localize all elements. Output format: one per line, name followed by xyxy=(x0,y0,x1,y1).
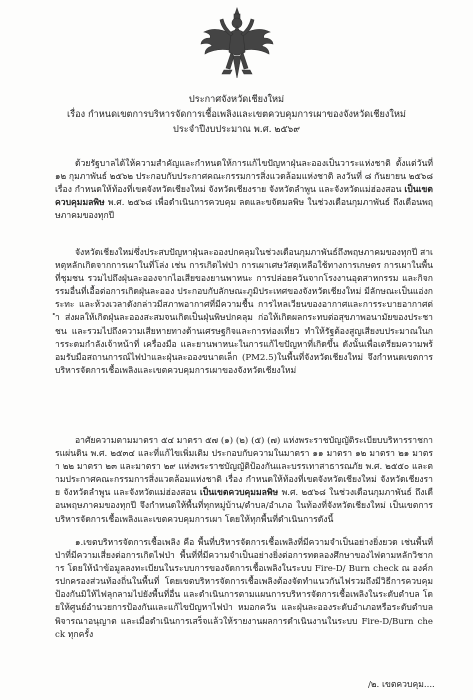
garuda-emblem-icon xyxy=(200,6,274,86)
paragraph-1 xyxy=(55,158,433,238)
announcement-subject: เรื่อง กำหนดเขตการบริหารจัดการเชื้อเพลิงและเขตควบคุมการเผาของจังหวัดเชียงใหม่ xyxy=(67,109,406,120)
paragraph-2-text: จังหวัดเชียงใหม่ซึ่งประสบปัญหาฝุ่นละอองปกคลุมในช่วงเดือนกุมภาพันธ์ถึงพฤษภาคมของทุกปี สาเหตุหลักเกิดจากการเผาในที่โล่ง เช่น การเกิดไฟป่า การเผาเศษวัสดุเหลือใช้ทางการเกษตร การเผาในพื้นที่ชุมชน รวมไปถึงฝุ่นละอองจากไอเสียของยานพาหนะ การปล่อยควันจากโรงงานอุตสาหกรรม และกิจกรรมอื่นที่เอื้อต่อการเกิดฝุ่นละออง ประกอบกับลักษณะภูมิประเทศของจังหวัดเชียงใหม่ มีลักษณะเป็นแอ่งกระทะ และห้วงเวลาดังกล่าวมีสภาพอากาศที่มีความชื้น การไหลเวียนของอากาศและการระบายอากาศต่ำ ส่งผลให้เกิดฝุ่นละอองสะสมจนเกิดเป็นฝุ่นพิษปกคลุม ก่อให้เกิดผลกระทบต่อสุขภาพอนามัยของประชาชน และรวมไปถึงความเสียหายทางด้านเศรษฐกิจและการท่องเที่ยว ทำให้รัฐต้องสูญเสียงบประมาณในการระดมกำลังเจ้าหน้าที่ เครื่องมือ และยานพาหนะในการแก้ไขปัญหาที่เกิดขึ้น ดังนั้นเพื่อเตรียมความพร้อมรับมือสถานการณ์ไฟป่าและฝุ่นละอองขนาดเล็ก (PM2.5)ในพื้นที่จังหวัดเชียงใหม่ จึงกำหนดเขตการบริหารจัดการเชื้อเพลิงและเขตควบคุมการเผาของจังหวัดเชียงใหม่ xyxy=(55,248,433,376)
paragraph-1-text: ด้วยรัฐบาลได้ให้ความสำคัญและกำหนดให้การแก้ไขปัญหาฝุ่นละอองเป็นวาระแห่งชาติ ตั้งแต่วันที่ ๑๒ กุมภาพันธ์ ๒๕๖๒ ประกอบกับประกาศคณะกรรมการสิ่งแวดล้อมแห่งชาติ ลงวันที่ ๘ กันยายน ๒๕๖๘ เรื่อง กำหนดให้ท้องที่เขตจังหวัดเชียงใหม่ จังหวัดเชียงราย จังหวัดลำพูน และจังหวัดแม่ฮ่องสอน xyxy=(55,159,433,196)
continuation-marker: /๒. เขตควบคุม.... xyxy=(368,680,435,690)
paragraph-3-text-end: พ.ศ. ๒๕๖๘ ในช่วงเดือนกุมภาพันธ์ ถึงเดือนพฤษภาคมของทุกปี จึงกำหนดให้พื้นที่ทุกหมู่บ้าน/ตำบล/อำเภอ ในท้องที่จังหวัดเชียงใหม่ เป็นเขตการบริหารจัดการเชื้อเพลิงและเขตควบคุมการเผา โดยให้ทุกพื้นที่ดำเนินการดังนี้ xyxy=(55,488,433,525)
paragraph-3 xyxy=(55,435,433,545)
paragraph-1-text-end: พ.ศ. ๒๕๖๘ เพื่อดำเนินการควบคุม ลดและขจัดมลพิษ ในช่วงเดือนกุมภาพันธ์ ถึงเดือนพฤษภาคมของทุกปี xyxy=(55,198,433,222)
paragraph-3-bold: เป็นเขตควบคุมมลพิษ xyxy=(199,488,279,499)
paragraph-2 xyxy=(55,247,433,447)
paragraph-1-bold: เป็นเขตควบคุมมลพิษ xyxy=(55,185,433,209)
paragraph-4 xyxy=(55,537,433,667)
paragraph-4-text: ๑.เขตบริหารจัดการเชื้อเพลิง คือ พื้นที่บริหารจัดการเชื้อเพลิงที่มีความจำเป็นอย่างยิ่งยวด เช่นพื้นที่ป่าที่มีความเสี่ยงต่อการเกิดไฟป่า พื้นที่ที่มีความจำเป็นอย่างยิ่งต่อการทดลองศึกษาของไฟตามหลักวิชาการ โดยให้นำข้อมูลลงทะเบียนในระบบการของจัดการเชื้อเพลิงในระบบ Fire-D/ Burn check ณ องค์กรปกครองส่วนท้องถิ่นในพื้นที่ โดยเขตบริหารจัดการเชื้อเพลิงต้องจัดทำแนวกันไฟรวมถึงมีวิธีการควบคุมป้องกันมิให้ไฟลุกลามไปยังพื้นที่อื่น และดำเนินการตามแผนการบริหารจัดการเชื้อเพลิงในระดับตำบล โดยให้ศูนย์อำนวยการป้องกันและแก้ไขปัญหาไฟป่า หมอกควัน และฝุ่นละอองระดับอำเภอหรือระดับตำบล พิจารณาอนุญาต และเมื่อดำเนินการเสร็จแล้วให้รายงานผลการดำเนินงานในระบบ Fire-D/Burn check ทุกครั้ง xyxy=(55,538,433,640)
paragraph-3-text: อาศัยความตามมาตรา ๕๔ มาตรา ๕๗ (๑) (๒) (๕) (๗) แห่งพระราชบัญญัติระเบียบบริหารราชการแผ่นดิน พ.ศ. ๒๕๓๔ และที่แก้ไขเพิ่มเติม ประกอบกับความในมาตรา ๑๑ มาตรา ๑๒ มาตรา ๒๑ มาตรา ๒๒ มาตรา ๒๓ และมาตรา ๒๙ แห่งพระราชบัญญัติป้องกันและบรรเทาสาธารณภัย พ.ศ. ๒๕๕๐ และตามประกาศคณะกรรมการสิ่งแวดล้อมแห่งชาติ เรื่อง กำหนดให้ท้องที่เขตจังหวัดเชียงใหม่ จังหวัดเชียงราย จังหวัดลำพูน และจังหวัดแม่ฮ่องสอน xyxy=(55,436,433,499)
announcement-title: ประกาศจังหวัดเชียงใหม่ xyxy=(188,94,285,105)
fiscal-year: ประจำปีงบประมาณ พ.ศ. ๒๕๖๙ xyxy=(173,124,300,135)
